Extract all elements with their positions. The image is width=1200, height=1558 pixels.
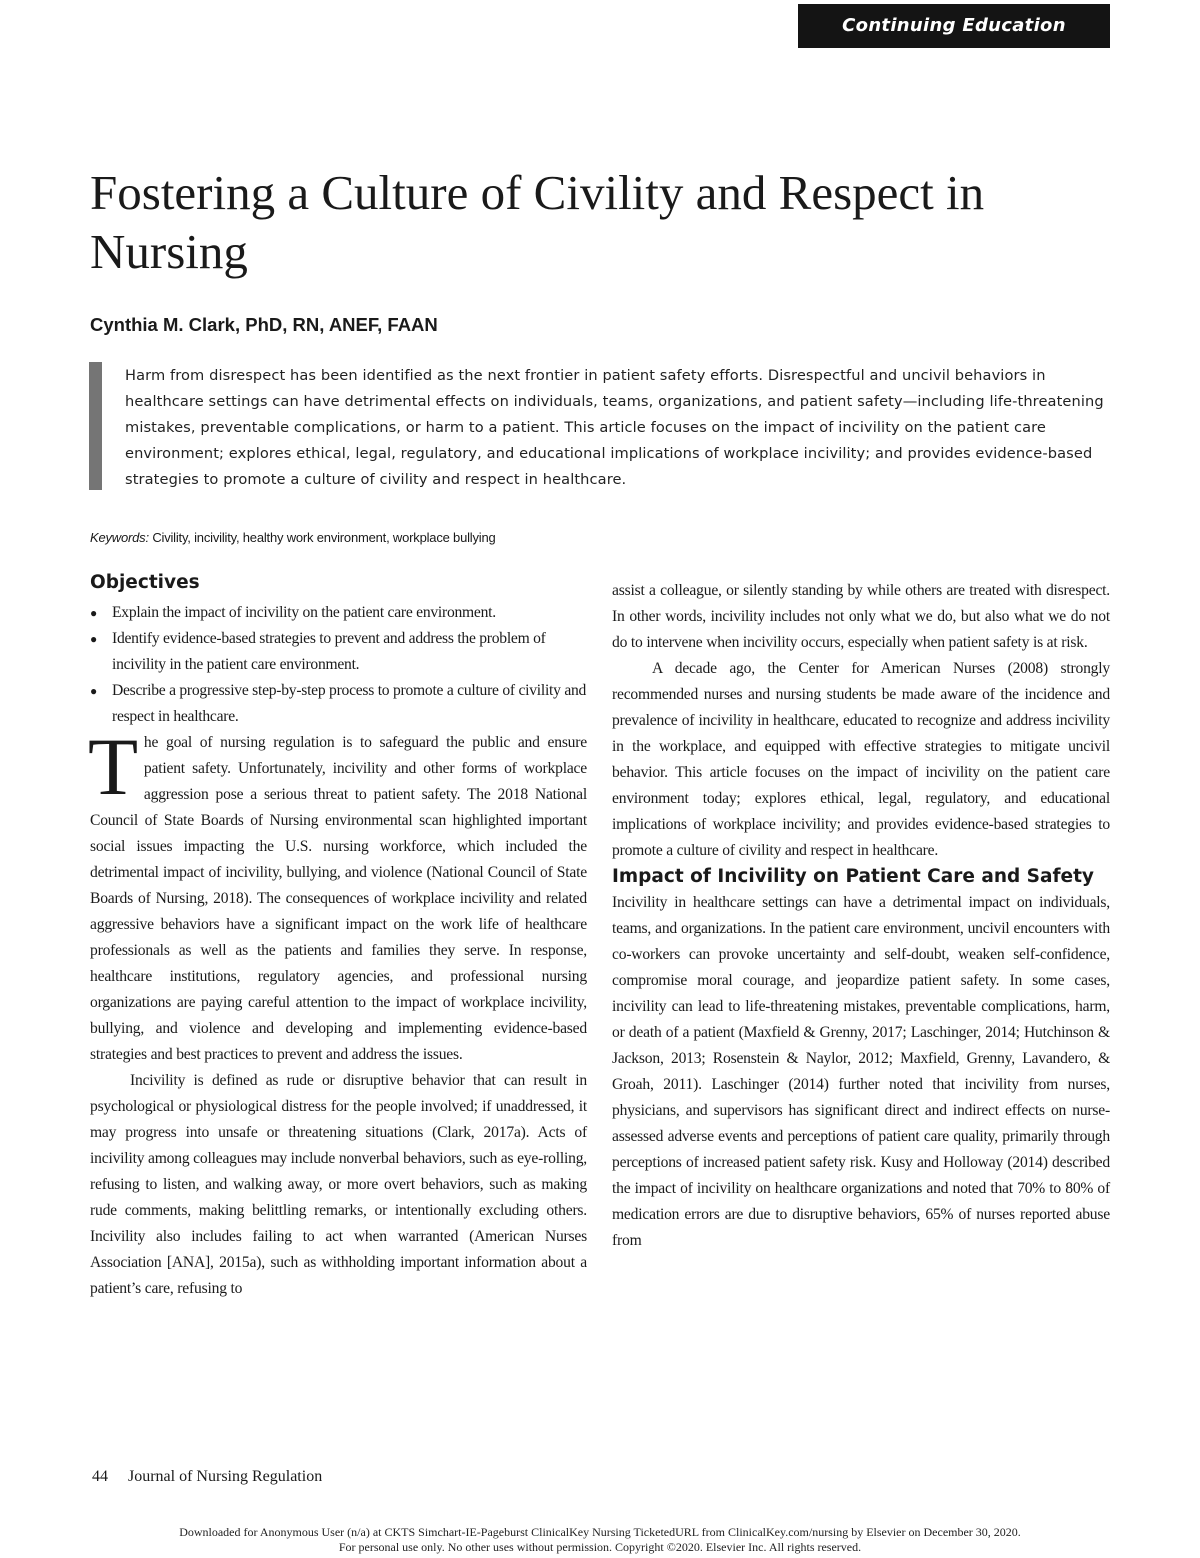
objectives-heading: Objectives — [90, 572, 200, 593]
copyright-line: For personal use only. No other uses without permission. Copyright ©2020. Elsevier Inc. All rights reserved. — [338, 1540, 862, 1554]
list-item: ● Describe a progressive step-by-step process to promote a culture of civility and respect in healthcare. — [90, 678, 587, 730]
download-line: Downloaded for Anonymous User (n/a) at CKTS Simchart-IE-Pageburst ClinicalKey Nursing TicketedURL from ClinicalKey.com/nursing by Elsevier on December 30, 2020. — [179, 1525, 1021, 1539]
bullet-icon: ● — [90, 684, 97, 698]
bullet-icon: ● — [90, 606, 97, 620]
page-footer — [92, 1466, 322, 1488]
page-number: 44 — [92, 1468, 108, 1485]
download-notice — [0, 1525, 1200, 1555]
body-paragraph: Incivility is defined as rude or disruptive behavior that can result in psychological or physiological distress for the people involved; if unaddressed, it may progress into unsafe or threatening situations (Clark, 2017a). Acts of incivility among colleagues may include nonverbal behaviors, such as eye-rolling, refusing to listen, and walking away, or more overt behaviors, such as making rude comments, making belittling remarks, or intentionally excluding others. Incivility also includes failing to act when warranted (American Nurses Association [ANA], 2015a), such as withholding important information about a patient’s care, refusing to — [90, 1072, 587, 1297]
keywords-label: Keywords: — [90, 530, 149, 545]
list-item: ● Explain the impact of incivility on the patient care environment. — [90, 600, 587, 626]
keywords — [90, 528, 650, 548]
body-paragraph: Incivility in healthcare settings can have a detrimental impact on individuals, teams, and organizations. In the patient care environment, uncivil encounters with co-workers can provoke uncertainty and self-doubt, weaken self-confidence, compromise moral courage, and jeopardize patient safety. In some cases, incivility can lead to life-threatening mistakes, preventable complications, harm, or death of a patient (Maxfield & Grenny, 2017; Laschinger, 2014; Hutchinson & Jackson, 2013; Rosenstein & Naylor, 2012; Maxfield, Grenny, Lavandero, & Groah, 2011). Laschinger (2014) further noted that incivility from nurses, physicians, and supervisors has significant direct and indirect effects on nurse-assessed adverse events and perceptions of patient care quality, primarily through perceptions of increased patient safety risk. Kusy and Holloway (2014) described the impact of incivility on healthcare organizations and noted that 70% to 80% of medication errors are due to disruptive behaviors, 65% of nurses reported abuse from — [612, 894, 1110, 1249]
drop-cap: T — [88, 721, 138, 812]
section-heading: Impact of Incivility on Patient Care and Safety — [612, 866, 1094, 887]
objectives-list — [90, 600, 587, 730]
journal-name: Journal of Nursing Regulation — [128, 1468, 323, 1485]
body-paragraph: assist a colleague, or silently standing by while others are treated with disrespect. In other words, incivility includes not only what we do, but also what we do not do to intervene when incivility occurs, especially when patient safety is at risk. — [612, 582, 1110, 651]
left-column — [90, 570, 587, 1302]
abstract: Harm from disrespect has been identified as the next frontier in patient safety efforts. Disrespectful and uncivil behaviors in healthcare settings can have detrimental effects on individuals, teams, organizations, and patient safety—including life-threatening mistakes, preventable complications, or harm to a patient. This article focuses on the impact of incivility on the patient care environment; explores ethical, legal, regulatory, and educational implications of workplace incivility; and provides evidence-based strategies to promote a culture of civility and respect in healthcare. — [125, 367, 1104, 488]
body-paragraph: A decade ago, the Center for American Nurses (2008) strongly recommended nurses and nursing students be made aware of the incidence and prevalence of incivility in healthcare, educated to recognize and address incivility in the workplace, and equipped with effective strategies to mitigate uncivil behavior. This article focuses on the impact of incivility on the patient care environment today; explores ethical, legal, regulatory, and educational implications of workplace incivility; and provides evidence-based strategies to promote a culture of civility and respect in healthcare. — [612, 660, 1110, 859]
right-column — [612, 578, 1110, 1254]
list-item: ● Identify evidence-based strategies to prevent and address the problem of incivility in the patient care environment. — [90, 626, 587, 678]
abstract-bar — [89, 362, 102, 490]
section-tag: Continuing Education — [798, 4, 1110, 48]
author-line: Cynthia M. Clark, PhD, RN, ANEF, FAAN — [90, 314, 438, 335]
keywords-text: Civility, incivility, healthy work environment, workplace bullying — [152, 530, 496, 545]
article-title: Fostering a Culture of Civility and Respect in Nursing — [90, 165, 985, 279]
body-paragraph: The goal of nursing regulation is to safeguard the public and ensure patient safety. Unfortunately, incivility and other forms of workplace aggression pose a serious threat to patient safety. The 2018 National Council of State Boards of Nursing environmental scan highlighted important social issues impacting the U.S. nursing workforce, which included the detrimental impact of incivility, bullying, and violence (National Council of State Boards of Nursing, 2018). The consequences of workplace incivility and related aggressive behaviors have a significant impact on the work life of healthcare professionals as well as the patients and families they serve. In response, healthcare institutions, regulatory agencies, and professional nursing organizations are paying careful attention to the impact of workplace incivility, bullying, and violence and developing and implementing evidence-based strategies and best practices to prevent and address the issues. — [88, 721, 587, 1063]
bullet-icon: ● — [90, 632, 97, 646]
